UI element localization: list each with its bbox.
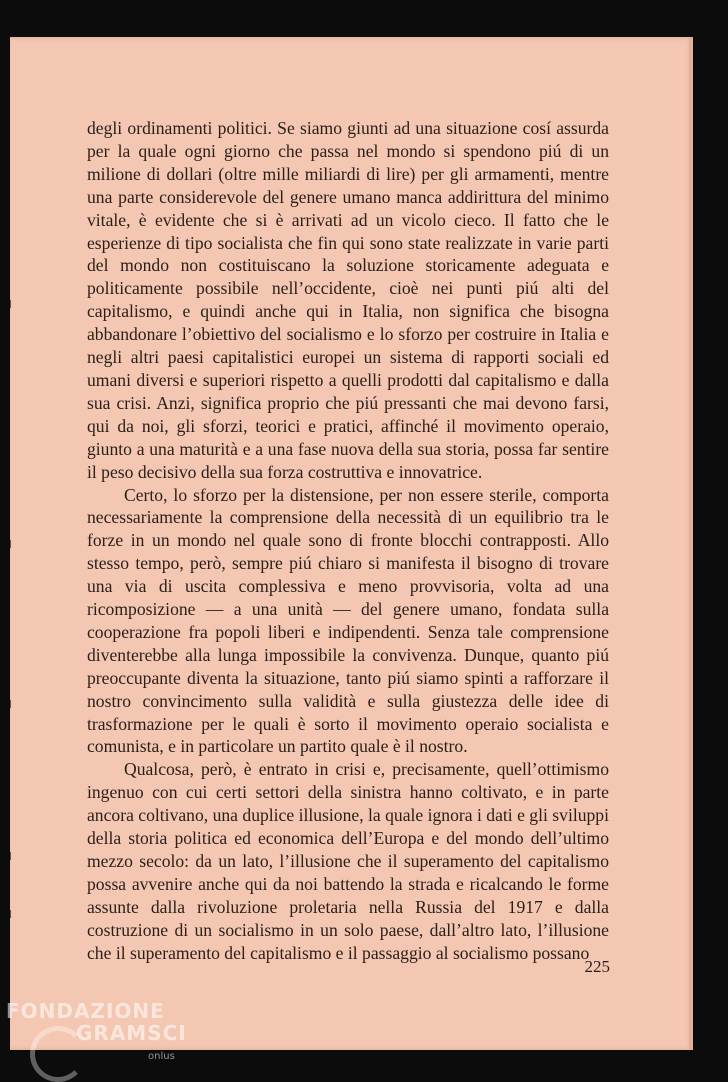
paragraph-1: degli ordinamenti politici. Se siamo giunti ad una situazione cosí assurda per la quale ogni giorno che passa nel mondo si spendono piú di un milione di dollari (oltre mille miliardi di lire) per gli armamenti, mentre una parte considerevole del genere umano manca addirittura del minimo vitale, è evidente che si è arrivati ad un vicolo cieco. Il fatto che le esperienze di tipo socialista che fin qui sono state realizzate in varie parti del mondo non costituiscano la soluzione storicamente adeguata e politicamente possibile nell’occidente, cioè nei punti piú alti del capitalismo, e quindi anche qui in Italia, non significa che bisogna abbandonare l’obiettivo del socialismo e lo sforzo per costruire in Italia e negli altri paesi capitalistici europei un sistema di rapporti sociali ed umani diversi e superiori rispetto a quelli prodotti dal capitalismo e dalla sua crisi. Anzi, significa proprio che piú pressanti che mai devono farsi, qui da noi, gli sforzi, teorici e pratici, affinché il movimento operaio, giunto a una maturità e a una fase nuova della sua storia, possa far sentire il peso decisivo della sua forza costruttiva e innovatrice. — [87, 118, 609, 482]
binding-tick-mark — [10, 700, 11, 708]
book-page — [10, 37, 693, 1050]
page-number: 225 — [584, 957, 610, 976]
binding-tick-mark — [10, 540, 11, 548]
page-edge — [689, 37, 693, 1050]
watermark — [6, 1000, 187, 1044]
watermark-suffix: onlus — [148, 1051, 175, 1062]
watermark-line2: GRAMSCI — [76, 1021, 187, 1045]
binding-tick-mark — [10, 300, 11, 308]
binding-tick-mark — [10, 910, 11, 918]
watermark-line1: FONDAZIONE — [6, 999, 165, 1023]
binding-tick-mark — [10, 852, 11, 860]
paragraph-3: Qualcosa, però, è entrato in crisi e, precisamente, quell’ottimismo ingenuo con cui certi settori della sinistra hanno coltivato, e in parte ancora coltivano, una duplice illusione, la quale ignora i dati e gli sviluppi della storia politica ed economica dell’Europa e del mondo dell’ultimo mezzo secolo: da un lato, l’illusione che il superamento del capitalismo possa avvenire anche qui da noi battendo la strada e ricalcando le forme assunte dalla rivoluzione proletaria nella Russia del 1917 e dalla costruzione di un socialismo in un solo paese, dall’altro lato, l’illusione che il superamento del capitalismo e il passaggio al socialismo possano — [87, 759, 609, 963]
body-text — [87, 117, 609, 965]
paragraph-2: Certo, lo sforzo per la distensione, per non essere sterile, comporta necessariamente la comprensione della necessità di un equilibrio tra le forze in un mondo nel quale sono di fronte blocchi contrapposti. Allo stesso tempo, però, sempre piú chiaro si manifesta il bisogno di trovare una via di uscita complessiva e meno provvisoria, volta ad una ricomposizione — a una unità — del genere umano, fondata sulla cooperazione fra popoli liberi e indipendenti. Senza tale comprensione diventerebbe alla lunga impossibile la convivenza. Dunque, quanto piú preoccupante diventa la situazione, tanto piú siamo spinti a rafforzare il nostro convincimento sulla validità e sulla giustezza delle idee di trasformazione per le quali è sorto il movimento operaio socialista e comunista, e in particolare un partito quale è il nostro. — [87, 484, 609, 757]
